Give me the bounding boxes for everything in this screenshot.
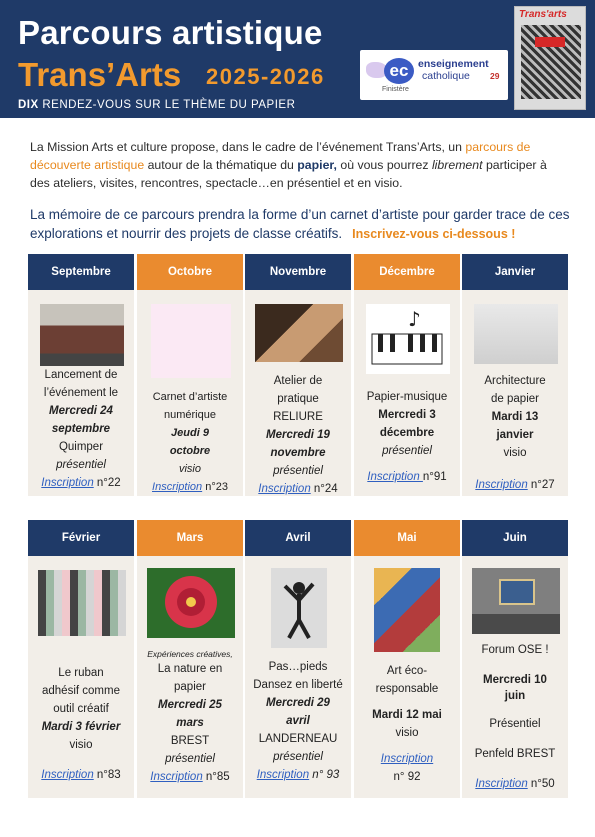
event-line: responsable xyxy=(375,683,439,695)
inscription-number: n°27 xyxy=(527,479,555,491)
event-date: Mardi 13 xyxy=(491,411,539,423)
event-date: décembre xyxy=(379,427,435,439)
event-line: Art éco- xyxy=(386,665,428,677)
event-date: janvier xyxy=(496,429,534,441)
event-line: adhésif comme xyxy=(42,685,120,697)
collage-artwork xyxy=(374,568,440,652)
intro-memory-paragraph xyxy=(30,205,575,244)
month-header: Janvier xyxy=(462,254,568,290)
card-mai xyxy=(354,520,460,798)
event-line: outil créatif xyxy=(53,703,109,715)
event-date: Mercredi 25 xyxy=(158,699,222,711)
event-mode: visio xyxy=(178,463,201,475)
flower-photo xyxy=(147,568,235,638)
painting-icon xyxy=(472,568,560,634)
event-date: Mardi 3 février xyxy=(41,721,121,733)
event-date: novembre xyxy=(270,447,326,459)
intro-paragraph xyxy=(30,138,570,192)
intro-text-d: participer à des ateliers, visites, rencontres, spectacle…en présentiel et en visio. xyxy=(30,158,547,190)
event-date: Mercredi 3 xyxy=(378,409,436,421)
card-body xyxy=(356,388,458,486)
event-mode: Présentiel xyxy=(489,718,541,730)
building-photo xyxy=(40,304,124,366)
inscription-number: n°91 xyxy=(422,471,447,483)
washi-tape-photo xyxy=(38,570,126,636)
card-body xyxy=(139,648,241,786)
event-line: de papier xyxy=(491,393,539,405)
month-header: Mai xyxy=(354,520,460,556)
piano-icon xyxy=(366,304,450,374)
event-mode: présentiel xyxy=(382,445,432,457)
cover-title: Trans'arts xyxy=(519,9,567,20)
event-date: Mardi 12 mai xyxy=(372,709,442,721)
intro-memory-text: La mémoire de ce parcours prendra la forme d’un carnet d’artiste pour garder trace de ces explorations et nourrir des projets de classe créatifs. xyxy=(30,207,570,241)
card-mars xyxy=(137,520,243,798)
event-date: Mercredi 29 xyxy=(266,697,330,709)
inscription-number: n°23 xyxy=(202,481,228,493)
inscription-number: n° 92 xyxy=(393,771,421,783)
card-body xyxy=(139,388,241,496)
manga-illustration xyxy=(151,304,231,378)
card-body xyxy=(247,372,349,498)
inscription-link[interactable]: Inscription xyxy=(41,477,94,489)
header-banner xyxy=(0,0,595,118)
inscription-link[interactable]: Inscription xyxy=(380,753,434,765)
event-place: Quimper xyxy=(58,441,104,453)
card-body xyxy=(464,372,566,494)
title-line1: Parcours artistique xyxy=(18,14,323,51)
event-line: La nature en xyxy=(157,663,223,675)
event-date: avril xyxy=(286,715,310,727)
month-header: Octobre xyxy=(137,254,243,290)
card-octobre xyxy=(137,254,243,496)
event-line: RELIURE xyxy=(273,411,323,423)
event-date: juin xyxy=(504,690,526,702)
event-line: Carnet d’artiste xyxy=(152,391,228,403)
inscription-link[interactable]: Inscription xyxy=(258,483,311,495)
logo-line2: catholique xyxy=(422,70,470,82)
gallery-photo xyxy=(472,568,560,634)
card-juin xyxy=(462,520,568,798)
event-date: Mercredi 24 xyxy=(49,405,113,417)
event-place: LANDERNEAU xyxy=(258,733,338,745)
event-date: octobre xyxy=(169,445,211,457)
event-line: Forum OSE ! xyxy=(481,644,549,656)
event-mode: présentiel xyxy=(165,753,215,765)
card-fevrier xyxy=(28,520,134,798)
piano-keys-illustration xyxy=(366,304,450,374)
intro-text-c: où vous pourrez xyxy=(336,158,432,172)
signup-cta: Inscrivez-vous ci-dessous ! xyxy=(352,227,516,241)
event-mode: présentiel xyxy=(273,465,323,477)
event-line: pratique xyxy=(277,393,319,405)
event-date: Jeudi 9 xyxy=(171,427,209,439)
logo-ec-mark: ec xyxy=(384,58,414,84)
card-body xyxy=(30,366,132,492)
inscription-link[interactable]: Inscription xyxy=(41,769,94,781)
intro-text-b: autour de la thématique du xyxy=(144,158,298,172)
month-header: Mars xyxy=(137,520,243,556)
event-line: papier xyxy=(174,681,206,693)
event-mode: visio xyxy=(395,727,419,739)
card-novembre xyxy=(245,254,351,496)
card-body xyxy=(356,662,458,786)
subtitle xyxy=(18,99,295,111)
inscription-number: n°85 xyxy=(202,771,230,783)
event-date: mars xyxy=(176,717,204,729)
cover-red-band xyxy=(535,37,565,47)
card-septembre xyxy=(28,254,134,496)
intro-highlight-parcours: parcours de découverte artistique xyxy=(30,140,531,172)
month-header: Décembre xyxy=(354,254,460,290)
month-header: Novembre xyxy=(245,254,351,290)
event-date: septembre xyxy=(51,423,111,435)
event-line: Papier-musique xyxy=(366,391,448,403)
event-tagline: Expériences créatives, xyxy=(147,649,233,659)
inscription-number: n°50 xyxy=(527,778,555,790)
dancer-icon xyxy=(271,568,327,648)
logo-line3: Finistère xyxy=(382,86,409,93)
event-line: l’événement le xyxy=(43,387,119,399)
card-avril xyxy=(245,520,351,798)
month-header: Juin xyxy=(462,520,568,556)
logo-number: 29 xyxy=(490,71,500,81)
inscription-link[interactable]: Inscription xyxy=(150,771,203,783)
dancer-photo xyxy=(271,568,327,648)
flower-icon xyxy=(147,568,235,638)
inscription-number: n°22 xyxy=(93,477,121,489)
inscription-number: n°83 xyxy=(93,769,121,781)
event-date: Mercredi 19 xyxy=(266,429,330,441)
event-line: Le ruban xyxy=(58,667,104,679)
intro-text-a: La Mission Arts et culture propose, dans le cadre de l’événement Trans’Arts, un xyxy=(30,140,466,154)
card-body xyxy=(464,636,566,792)
card-body xyxy=(247,658,349,784)
event-mode: visio xyxy=(69,739,93,751)
inscription-link[interactable]: Inscription xyxy=(475,479,528,491)
event-line: Lancement de xyxy=(44,369,118,381)
paper-architecture-photo xyxy=(474,304,558,364)
event-place: BREST xyxy=(170,735,210,747)
inscription-link[interactable]: Inscription xyxy=(152,481,203,493)
event-place: Penfeld BREST xyxy=(474,748,556,760)
card-decembre xyxy=(354,254,460,496)
event-mode: présentiel xyxy=(56,459,106,471)
subtitle-lead: DIX xyxy=(18,99,39,111)
year-label: 2025-2026 xyxy=(206,64,325,89)
event-line: Architecture xyxy=(484,375,546,387)
inscription-link[interactable]: Inscription xyxy=(475,778,528,790)
event-line: Atelier de xyxy=(273,375,323,387)
bookbinding-photo xyxy=(255,304,343,362)
cover-thumbnail xyxy=(514,6,586,110)
inscription-number: n° 93 xyxy=(309,769,340,781)
month-header: Avril xyxy=(245,520,351,556)
event-line: Pas…pieds xyxy=(268,661,328,673)
event-line: numérique xyxy=(164,409,216,421)
inscription-number: n°24 xyxy=(310,483,338,495)
event-date: Mercredi 10 xyxy=(483,674,547,686)
month-header: Février xyxy=(28,520,134,556)
event-mode: visio xyxy=(503,447,527,459)
intro-highlight-papier: papier, xyxy=(297,158,337,172)
title-line2: Trans’Arts xyxy=(18,56,182,93)
logo-line1: enseignement xyxy=(418,58,489,70)
event-mode: présentiel xyxy=(273,751,323,763)
inscription-link[interactable]: Inscription xyxy=(367,471,423,483)
subtitle-rest: RENDEZ-VOUS SUR LE THÈME DU PAPIER xyxy=(38,99,296,111)
ec29-logo xyxy=(360,50,508,100)
card-janvier xyxy=(462,254,568,496)
intro-italic-librement: librement xyxy=(431,158,483,172)
card-body xyxy=(30,664,132,784)
event-line: Dansez en liberté xyxy=(253,679,343,691)
svg-text:♪: ♪ xyxy=(408,307,421,331)
inscription-link[interactable]: Inscription xyxy=(256,769,310,781)
month-header: Septembre xyxy=(28,254,134,290)
